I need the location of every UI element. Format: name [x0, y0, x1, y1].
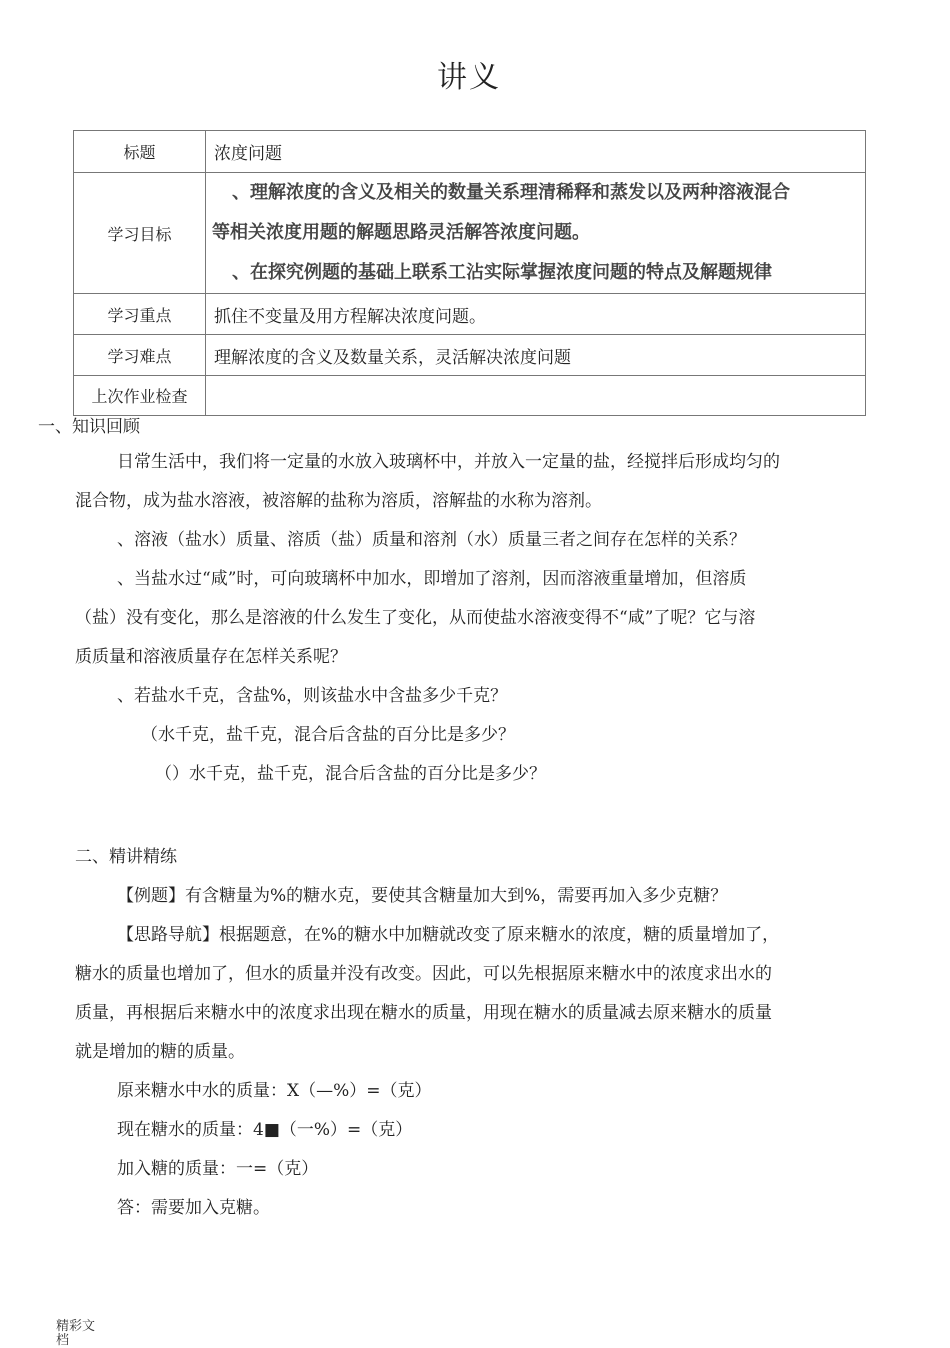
row-label-goals: 学习目标 [74, 173, 206, 294]
row-label-title: 标题 [74, 131, 206, 173]
row-value-title: 浓度问题 [206, 131, 866, 173]
section2-heading: 二、精讲精练 [75, 847, 177, 867]
question-1: 、溶液（盐水）质量、溶质（盐）质量和溶剂（水）质量三者之间存在怎样的关系？ [117, 530, 746, 550]
goal-line-1: 、理解浓度的含义及相关的数量关系理清稀释和蒸发以及两种溶液混合 [232, 182, 790, 203]
table-row [74, 335, 866, 376]
row-value-goals [206, 173, 866, 294]
example-text: 【例题】有含糖量为%的糖水克，要使其含糖量加大到%，需要再加入多少克糖？ [117, 886, 728, 906]
row-label-homework: 上次作业检查 [74, 376, 206, 416]
question-4: （水千克，盐千克，混合后含盐的百分比是多少？ [141, 725, 515, 745]
section-heading: 一、知识回顾 [38, 417, 140, 437]
guide-line-2: 糖水的质量也增加了，但水的质量并没有改变。因此，可以先根据原来糖水中的浓度求出水的 [75, 964, 772, 984]
goal-line-2: 等相关浓度用题的解题思路灵活解答浓度问题。 [212, 222, 590, 243]
calc-line-3: 加入糖的质量：一=（克） [117, 1159, 319, 1179]
question-3: 、若盐水千克，含盐%，则该盐水中含盐多少千克？ [117, 686, 508, 706]
row-label-difficulty: 学习难点 [74, 335, 206, 376]
footer-line-2: 档 [56, 1333, 70, 1348]
question-2-line-2: （盐）没有变化，那么是溶液的什么发生了变化，从而使盐水溶液变得不“咸”了呢？它与溶 [75, 608, 756, 628]
question-2-line-1: 、当盐水过“咸”时，可向玻璃杯中加水，即增加了溶剂，因而溶液重量增加，但溶质 [117, 569, 747, 589]
guide-line-4: 就是增加的糖的质量。 [75, 1042, 245, 1062]
section1-heading [38, 408, 338, 447]
answer-line: 答：需要加入克糖。 [117, 1198, 270, 1218]
row-value-focus: 抓住不变量及用方程解决浓度问题。 [206, 294, 866, 335]
question-2-line-3: 质质量和溶液质量存在怎样关系呢？ [75, 647, 347, 667]
intro-line-2: 混合物，成为盐水溶液，被溶解的盐称为溶质，溶解盐的水称为溶剂。 [75, 491, 602, 511]
row-value-difficulty: 理解浓度的含义及数量关系，灵活解决浓度问题 [206, 335, 866, 376]
calc-line-2: 现在糖水的质量：4■（一%）=（克） [117, 1120, 413, 1140]
intro-line-1: 日常生活中，我们将一定量的水放入玻璃杯中，并放入一定量的盐，经搅拌后形成均匀的 [117, 452, 780, 472]
guide-line-3: 质量，再根据后来糖水中的浓度求出现在糖水的质量，用现在糖水的质量减去原来糖水的质量 [75, 1003, 772, 1023]
footer-line-1: 精彩文 [56, 1319, 96, 1334]
table-row [74, 173, 866, 294]
table-row [74, 294, 866, 335]
info-table [73, 130, 866, 416]
table-row [74, 131, 866, 173]
goal-line-3: 、在探究例题的基础上联系工沾实际掌握浓度问题的特点及解题规律 [232, 262, 772, 283]
guide-line-1: 【思路导航】根据题意，在%的糖水中加糖就改变了原来糖水的浓度，糖的质量增加了， [117, 925, 780, 945]
row-label-focus: 学习重点 [74, 294, 206, 335]
question-5: （）水千克，盐千克，混合后含盐的百分比是多少？ [155, 764, 546, 784]
calc-line-1: 原来糖水中水的质量：X（—%）=（克） [117, 1081, 432, 1101]
section2-body [75, 838, 907, 1228]
section1-body [75, 443, 907, 794]
page-title: 讲义 [437, 60, 501, 95]
